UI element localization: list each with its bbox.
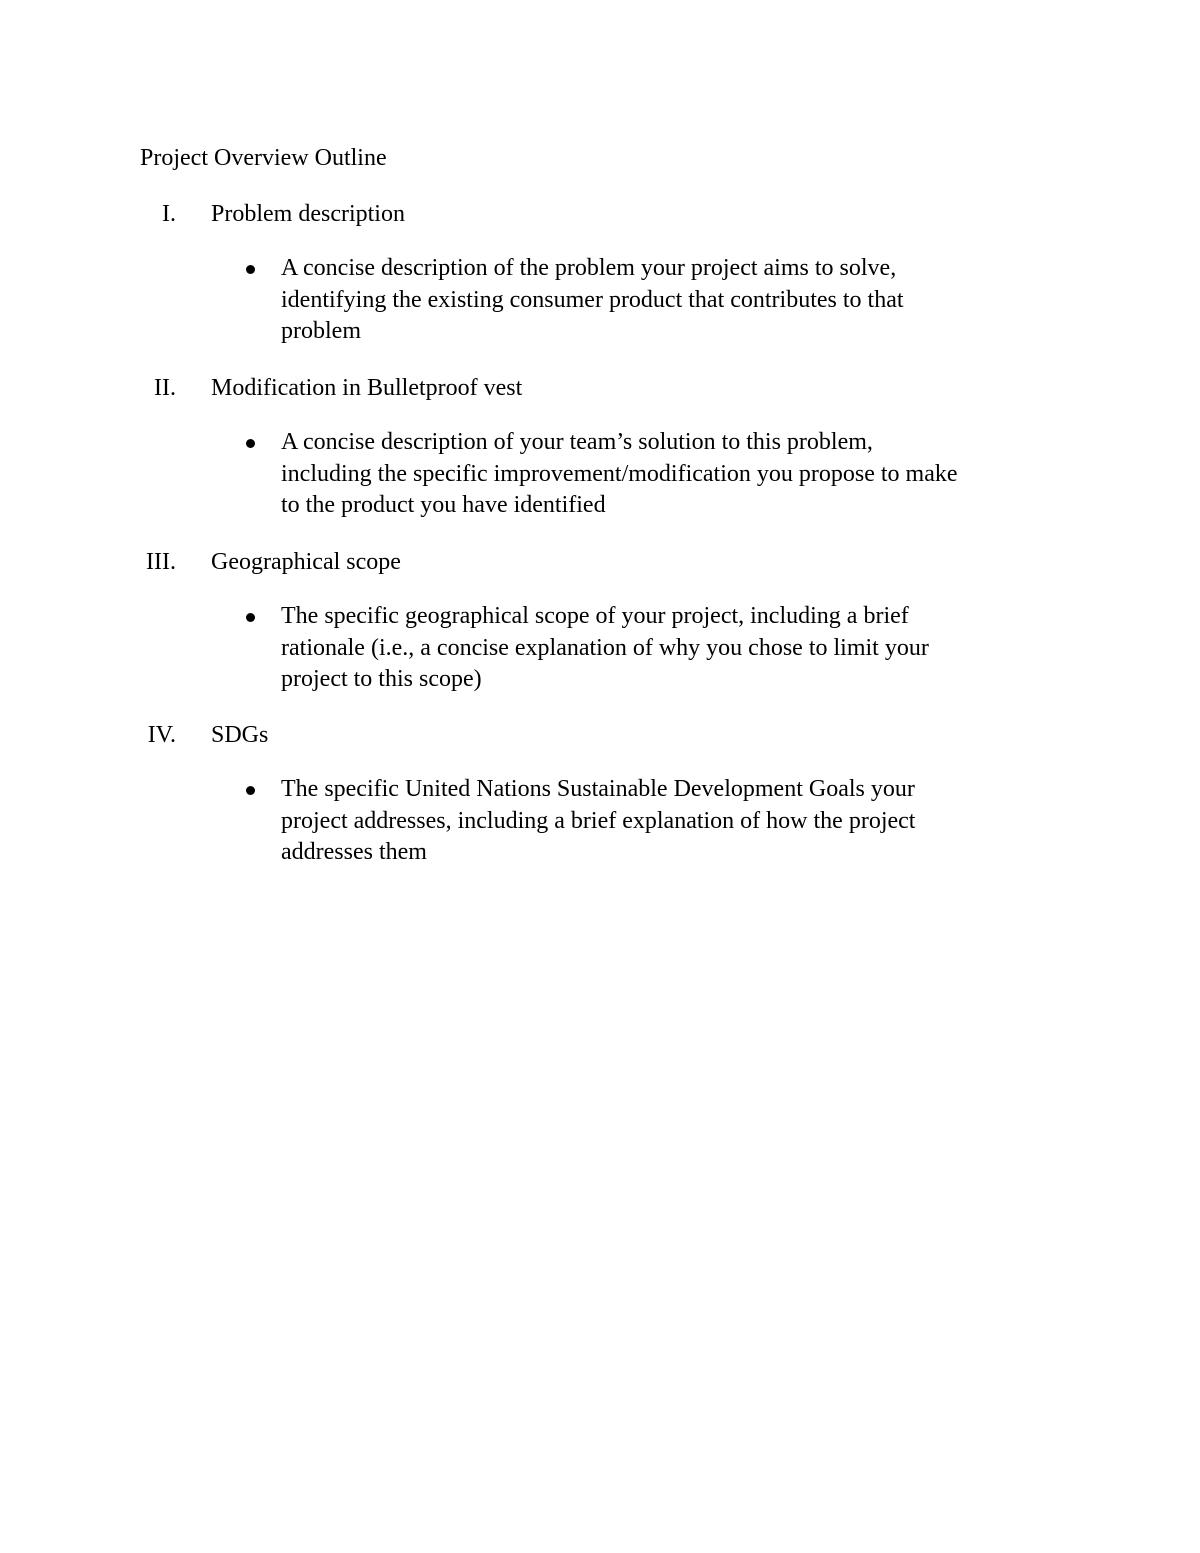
section-numeral: II. bbox=[154, 375, 176, 401]
bullet-line: rationale (i.e., a concise explanation of why you chose to limit your bbox=[281, 634, 929, 661]
bullet-line: to the product you have identified bbox=[281, 492, 606, 518]
section-numeral: III. bbox=[146, 549, 176, 575]
section-bullet-text bbox=[281, 601, 1071, 696]
section-heading: SDGs bbox=[211, 722, 269, 748]
bullet-line: A concise description of the problem your project aims to solve, bbox=[281, 255, 897, 281]
bullet-line: identifying the existing consumer product that contributes to that bbox=[281, 286, 904, 313]
section-bullet-text bbox=[281, 427, 1071, 522]
bullet-icon bbox=[246, 613, 255, 622]
bullet-icon bbox=[246, 265, 255, 274]
bullet-line: project to this scope) bbox=[281, 666, 482, 692]
section-heading: Problem description bbox=[211, 201, 405, 227]
section-bullet-text bbox=[281, 774, 1071, 869]
section-heading: Modification in Bulletproof vest bbox=[211, 375, 523, 401]
document-title: Project Overview Outline bbox=[140, 145, 387, 171]
bullet-icon bbox=[246, 786, 255, 795]
bullet-line: A concise description of your team’s solution to this problem, bbox=[281, 429, 873, 455]
bullet-icon bbox=[246, 439, 255, 448]
bullet-line: The specific geographical scope of your project, including a brief bbox=[281, 603, 909, 629]
bullet-line: The specific United Nations Sustainable Development Goals your bbox=[281, 776, 915, 802]
section-bullet-text bbox=[281, 253, 1071, 348]
section-heading: Geographical scope bbox=[211, 549, 401, 575]
bullet-line: problem bbox=[281, 318, 361, 344]
bullet-line: addresses them bbox=[281, 839, 427, 865]
section-numeral: IV. bbox=[147, 722, 176, 748]
bullet-line: project addresses, including a brief explanation of how the project bbox=[281, 807, 916, 834]
section-numeral: I. bbox=[162, 201, 176, 227]
bullet-line: including the specific improvement/modification you propose to make bbox=[281, 460, 958, 487]
